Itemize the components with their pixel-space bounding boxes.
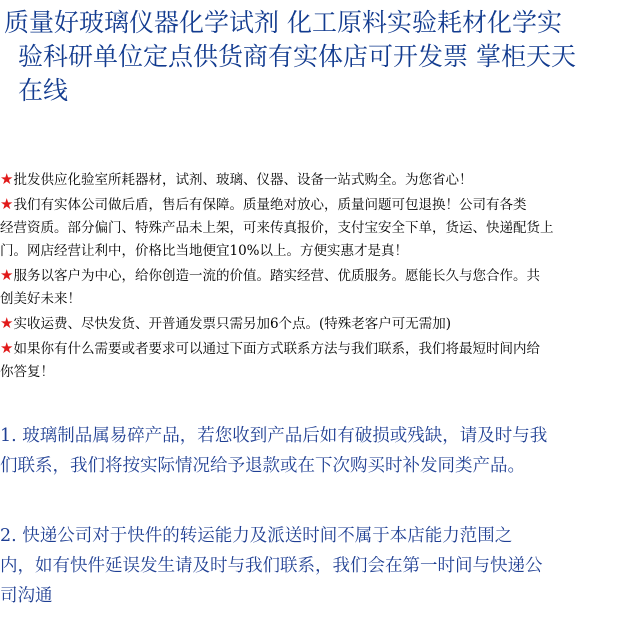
notice-text: 如果你有什么需要或者要求可以通过下面方式联系方法与我们联系，我们将最短时间内给 — [13, 341, 540, 357]
notice-item-3 — [0, 264, 612, 288]
notice-item-5-line-2: 你答复！ — [0, 364, 54, 380]
title-line-1: 质量好玻璃仪器化学试剂 化工原料实验耗材化学实 — [4, 8, 562, 37]
star-icon: ★ — [0, 170, 14, 188]
star-icon: ★ — [0, 314, 14, 332]
page-title — [4, 6, 616, 108]
policy-item-1 — [0, 421, 620, 481]
notice-text: 实收运费、尽快发货、开普通发票只需另加6个点。(特殊老客户可无需加) — [13, 316, 452, 332]
notice-list — [0, 168, 612, 384]
policy-1-line-1: 1. 玻璃制品属易碎产品，若您收到产品后如有破损或残缺，请及时与我 — [0, 426, 548, 446]
title-line-2: 验科研单位定点供货商有实体店可开发票 掌柜天天 — [18, 42, 576, 71]
policy-2-line-2: 内，如有快件延误发生请及时与我们联系，我们会在第一时间与快递公 — [0, 556, 543, 576]
notice-text: 我们有实体公司做后盾，售后有保障。质量绝对放心，质量问题可包退换！公司有各类 — [13, 197, 527, 213]
notice-item-2-line-2: 经营资质。部分偏门、特殊产品未上架，可来传真报价，支付宝安全下单，货运、快递配货上 — [0, 220, 554, 236]
notice-item-2-line-3: 门。网店经营让利中，价格比当地便宜10%以上。方便实惠才是真！ — [0, 243, 409, 259]
star-icon: ★ — [0, 339, 14, 357]
notice-item-2 — [0, 193, 612, 217]
policy-item-2 — [0, 521, 620, 611]
notice-item-1 — [0, 168, 612, 192]
notice-text: 服务以客户为中心，给你创造一流的价值。踏实经营、优质服务。愿能长久与您合作。共 — [13, 268, 540, 284]
notice-item-4 — [0, 312, 612, 336]
star-icon: ★ — [0, 266, 14, 284]
policy-2-line-3: 司沟通 — [0, 586, 53, 606]
policy-2-line-1: 2. 快递公司对于快件的转运能力及派送时间不属于本店能力范围之 — [0, 526, 513, 546]
notice-item-3-line-2: 创美好未来！ — [0, 291, 81, 307]
star-icon: ★ — [0, 195, 14, 213]
notice-text: 批发供应化验室所耗器材，试剂、玻璃、仪器、设备一站式购全。为您省心！ — [13, 172, 473, 188]
title-line-3: 在线 — [18, 76, 69, 105]
policy-1-line-2: 们联系，我们将按实际情况给予退款或在下次购买时补发同类产品。 — [0, 456, 525, 476]
notice-item-5 — [0, 337, 612, 361]
